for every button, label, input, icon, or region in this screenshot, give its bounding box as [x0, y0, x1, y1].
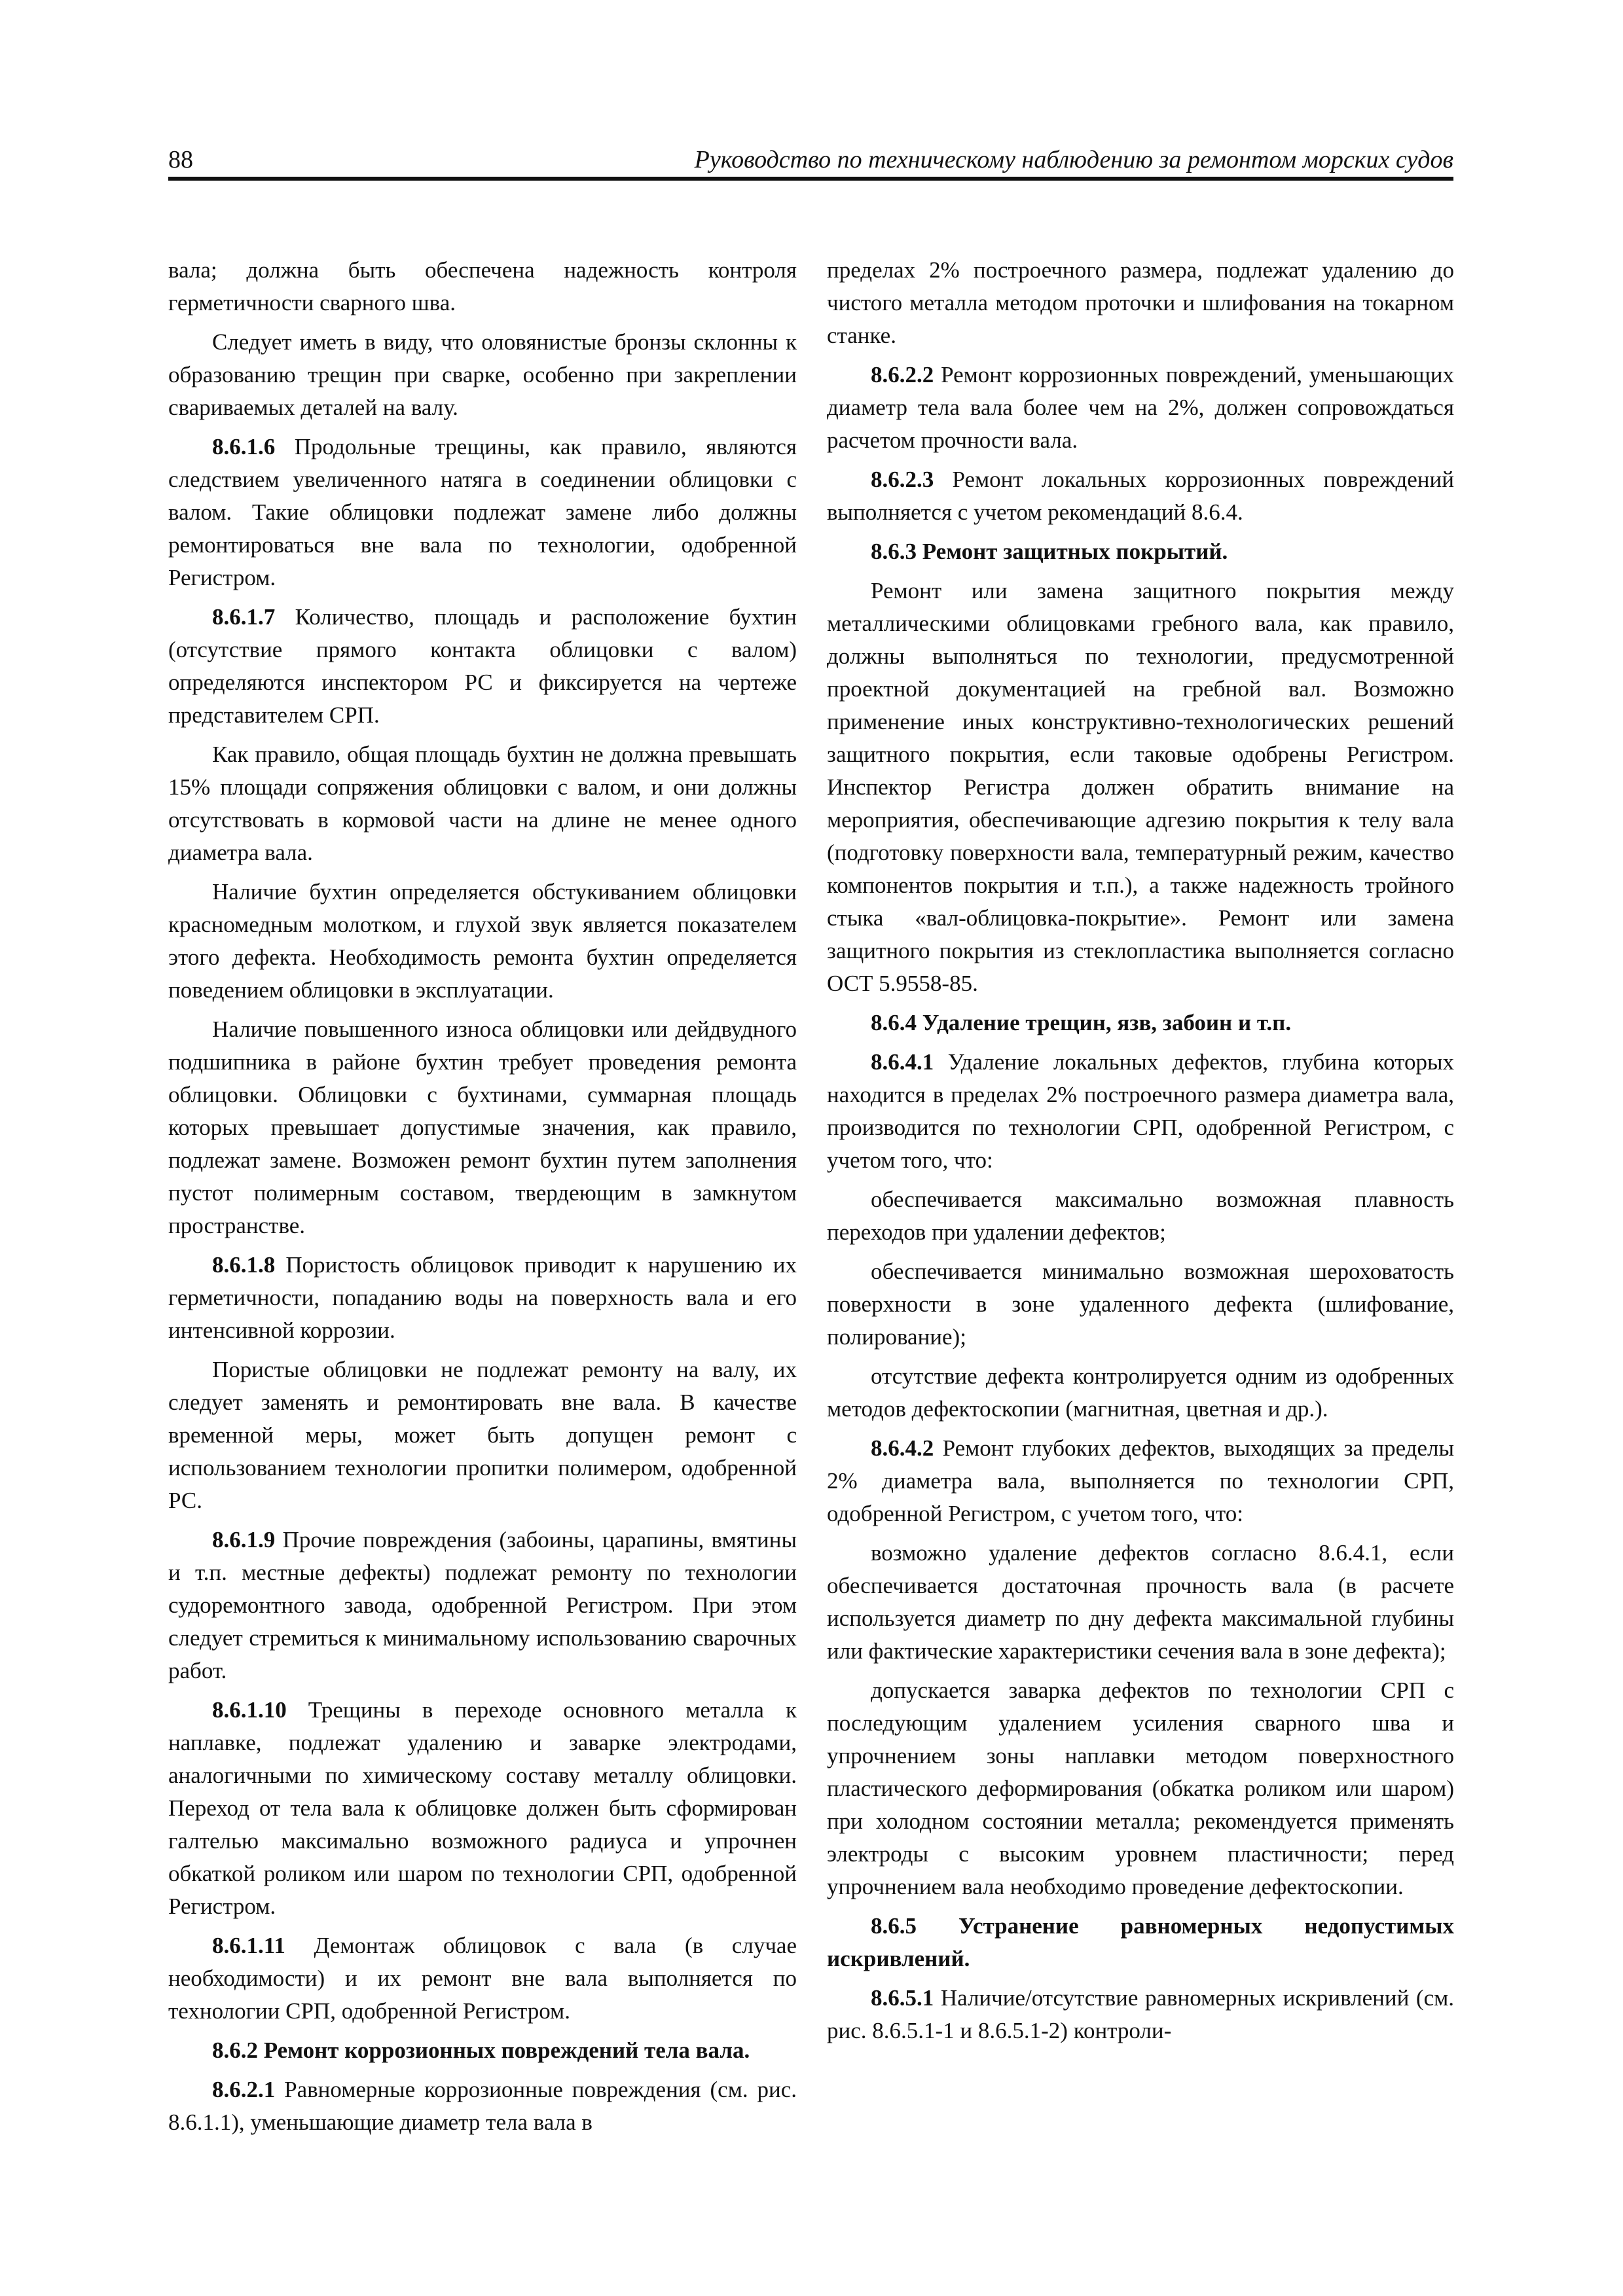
paragraph-text: Наличие повышенного износа облицовки или дейдвудного подшипника в районе бухтин требует проведения ремонта облицовки. Облицовки с бухтинами, суммарная площадь которых превышает допустимые значения, как правило, подлежат замене. Возможен ремонт бухтин путем заполнения пустот полимерным составом, твердеющим в замкнутом пространстве.	[168, 1016, 797, 1238]
paragraph	[827, 359, 1454, 457]
paragraph-text: Наличие бухтин определяется обстукиванием облицовки красномедным молотком, и глухой звук является показателем этого дефекта. Необходимость ремонта бухтин определяется поведением облицовки в эксплуатации.	[168, 879, 797, 1003]
paragraph	[168, 254, 797, 319]
paragraph	[168, 1249, 797, 1347]
paragraph	[827, 1982, 1454, 2047]
paragraph-text: Количество, площадь и расположение бухтин (отсутствие прямого контакта облицовки с валом) определяются инспектором РС и фиксируется на чертеже представителем СРП.	[168, 604, 797, 728]
paragraph	[168, 1694, 797, 1923]
paragraph-text: отсутствие дефекта контролируется одним из одобренных методов дефектоскопии (магнитная, цветная и др.).	[827, 1363, 1454, 1422]
paragraph	[827, 1046, 1454, 1177]
paragraph-text: допускается заварка дефектов по технологии СРП с последующим удалением усиления сварного шва и упрочнением зоны наплавки методом поверхностного пластического деформирования (обкатка роликом или шаром) при холодном состоянии металла; рекомендуется применять электроды с высоким уровнем пластичности; перед упрочнением вала необходимо проведение дефектоскопии.	[827, 1677, 1454, 1899]
clause-number: 8.6.1.11	[212, 1933, 285, 1958]
paragraph-text: вала; должна быть обеспечена надежность контроля герметичности сварного шва.	[168, 257, 797, 315]
clause-number: 8.6.2.3	[871, 467, 934, 492]
paragraph-text: Удаление локальных дефектов, глубина которых находится в пределах 2% построечного размера диаметра вала, производится по технологии СРП, одобренной Регистром, с учетом того, что:	[827, 1049, 1454, 1173]
page-header	[168, 143, 1453, 181]
paragraph-text: Демонтаж облицовок с вала (в случае необходимости) и их ремонт вне вала выполняется по технологии СРП, одобренной Регистром.	[168, 1933, 797, 2024]
section-heading	[827, 1007, 1454, 1039]
paragraph-text: обеспечивается максимально возможная плавность переходов при удалении дефектов;	[827, 1187, 1454, 1245]
paragraph	[168, 601, 797, 732]
section-heading	[168, 2034, 797, 2067]
paragraph	[168, 876, 797, 1007]
paragraph	[827, 1183, 1454, 1249]
paragraph-text: Прочие повреждения (забоины, царапины, вмятины и т.п. местные дефекты) подлежат ремонту по технологии судоремонтного завода, одобренной Регистром. При этом следует стремиться к минимальному использованию сварочных работ.	[168, 1527, 797, 1683]
paragraph	[168, 326, 797, 424]
paragraph-text: обеспечивается минимально возможная шероховатость поверхности в зоне удаленного дефекта (шлифование, полирование);	[827, 1259, 1454, 1350]
clause-number: 8.6.1.6	[212, 434, 276, 459]
heading-text: 8.6.3 Ремонт защитных покрытий.	[871, 539, 1228, 564]
clause-number: 8.6.1.10	[212, 1697, 287, 1723]
paragraph	[827, 463, 1454, 529]
right-column	[827, 254, 1454, 2054]
clause-number: 8.6.5.1	[871, 1985, 934, 2011]
clause-number: 8.6.2.2	[871, 362, 934, 387]
paragraph-text: Равномерные коррозионные повреждения (см. рис. 8.6.1.1), уменьшающие диаметр тела вала в	[168, 2077, 797, 2135]
paragraph-text: Пористость облицовок приводит к нарушению их герметичности, попаданию воды на поверхность вала и его интенсивной коррозии.	[168, 1252, 797, 1343]
paragraph	[827, 575, 1454, 1000]
clause-number: 8.6.2.1	[212, 2077, 276, 2102]
paragraph	[168, 1354, 797, 1517]
paragraph	[827, 1360, 1454, 1426]
clause-number: 8.6.4.2	[871, 1435, 934, 1461]
paragraph-text: возможно удаление дефектов согласно 8.6.4.1, если обеспечивается достаточная прочность вала (в расчете используется диаметр по дну дефекта максимальной глубины или фактические характеристики сечения вала в зоне дефекта);	[827, 1540, 1454, 1664]
paragraph	[168, 738, 797, 869]
paragraph	[168, 431, 797, 594]
paragraph-text: Как правило, общая площадь бухтин не должна превышать 15% площади сопряжения облицовки с валом, и они должны отсутствовать в кормовой части на длине не менее одного диаметра вала.	[168, 742, 797, 865]
page-number: 88	[168, 146, 193, 173]
paragraph	[168, 1013, 797, 1242]
clause-number: 8.6.1.7	[212, 604, 276, 630]
paragraph	[168, 2073, 797, 2139]
running-title: Руководство по техническому наблюдению за ремонтом морских судов	[694, 146, 1453, 173]
paragraph	[827, 1674, 1454, 1903]
section-heading	[827, 535, 1454, 568]
paragraph	[827, 1537, 1454, 1668]
clause-number: 8.6.4.1	[871, 1049, 934, 1075]
paragraph-text: Ремонт глубоких дефектов, выходящих за пределы 2% диаметра вала, выполняется по технологии СРП, одобренной Регистром, с учетом того, что:	[827, 1435, 1455, 1526]
paragraph-text: Продольные трещины, как правило, являются следствием увеличенного натяга в соединении облицовки с валом. Такие облицовки подлежат замене либо должны ремонтироваться вне вала по технологии, одобренной Регистром.	[168, 434, 797, 590]
paragraph-text: Следует иметь в виду, что оловянистые бронзы склонны к образованию трещин при сварке, особенно при закреплении свариваемых деталей на валу.	[168, 329, 797, 420]
heading-text: 8.6.5 Устранение равномерных недопустимых искривлений.	[827, 1913, 1454, 1971]
paragraph-text: пределах 2% построечного размера, подлежат удалению до чистого металла методом проточки и шлифования на токарном станке.	[827, 257, 1454, 348]
paragraph-text: Трещины в переходе основного металла к наплавке, подлежат удалению и заварке электродами, аналогичными по химическому составу металлу облицовки. Переход от тела вала к облицовке должен быть сформирован галтелью максимально возможного радиуса и упрочнен обкаткой роликом или шаром по технологии СРП, одобренной Регистром.	[168, 1697, 797, 1919]
paragraph-text: Ремонт или замена защитного покрытия между металлическими облицовками гребного вала, как правило, должны выполняться по технологии, предусмотренной проектной документацией на гребной вал. Возможно применение иных конструктивно-технологических решений защитного покрытия, если таковые одобрены Регистром. Инспектор Регистра должен обратить внимание на мероприятия, обеспечивающие адгезию покрытия к телу вала (подготовку поверхности вала, температурный режим, качество компонентов покрытия и т.п.), а также надежность тройного стыка «вал-облицовка-покрытие». Ремонт или замена защитного покрытия из стеклопластика выполняется согласно ОСТ 5.9558-85.	[827, 578, 1454, 996]
paragraph	[168, 1524, 797, 1687]
paragraph	[827, 254, 1454, 352]
heading-text: 8.6.4 Удаление трещин, язв, забоин и т.п.	[871, 1010, 1292, 1035]
paragraph-text: Наличие/отсутствие равномерных искривлений (см. рис. 8.6.5.1-1 и 8.6.5.1-2) контроли-	[827, 1985, 1455, 2043]
paragraph	[827, 1255, 1454, 1354]
left-column	[168, 254, 797, 2145]
clause-number: 8.6.1.9	[212, 1527, 276, 1552]
paragraph	[168, 1929, 797, 2028]
paragraph-text: Ремонт коррозионных повреждений, уменьшающих диаметр тела вала более чем на 2%, должен сопровождаться расчетом прочности вала.	[827, 362, 1454, 453]
heading-text: 8.6.2 Ремонт коррозионных повреждений тела вала.	[212, 2037, 750, 2063]
paragraph-text: Пористые облицовки не подлежат ремонту на валу, их следует заменять и ремонтировать вне вала. В качестве временной меры, может быть допущен ремонт с использованием технологии пропитки полимером, одобренной РС.	[168, 1357, 797, 1513]
paragraph	[827, 1432, 1454, 1530]
paragraph-text: Ремонт локальных коррозионных повреждений выполняется с учетом рекомендаций 8.6.4.	[827, 467, 1454, 525]
clause-number: 8.6.1.8	[212, 1252, 276, 1278]
section-heading	[827, 1910, 1454, 1975]
